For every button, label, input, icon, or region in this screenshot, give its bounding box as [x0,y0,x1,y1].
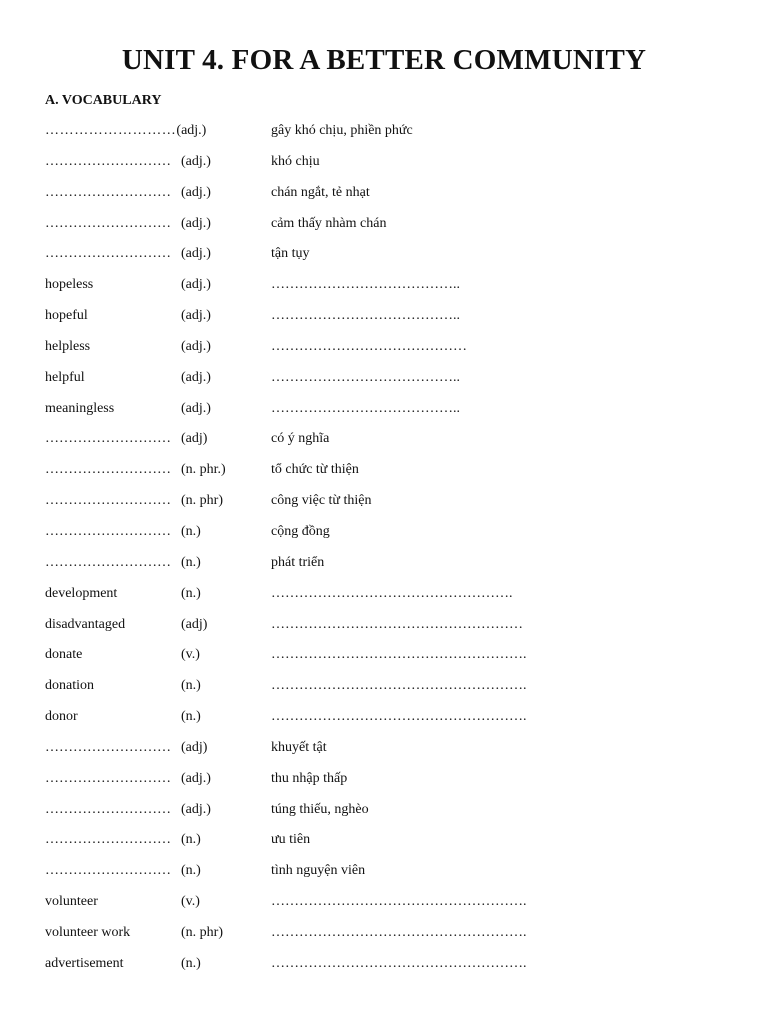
meaning-text: tình nguyện viên [271,863,366,879]
meaning-text: ………………………………….. [271,400,460,416]
meaning-text: phát triển [271,554,325,570]
vocab-row [45,427,745,458]
meaning-text: công việc từ thiện [271,493,372,509]
meaning-text: tổ chức từ thiện [271,462,359,478]
word-text: ……………………… [45,153,171,169]
meaning-text: ………………………………….. [271,308,460,324]
vocab-row [45,674,745,705]
vocab-row [45,150,745,181]
pos-text: (adj) [181,616,208,632]
meaning-text: …………………………………… [271,338,467,354]
word-text: hopeful [45,308,88,324]
vocab-row [45,520,745,551]
word-text: donor [45,709,78,725]
meaning-text: ………………………………….. [271,277,460,293]
vocab-row [45,551,745,582]
word-text: ……………………… [45,215,171,231]
meaning-text: túng thiếu, nghèo [271,801,369,817]
pos-text: (adj.) [181,184,211,200]
pos-text: (adj.) [181,801,211,817]
pos-text: (adj.) [181,215,211,231]
vocab-row [45,304,745,335]
vocab-row [45,767,745,798]
vocab-row [45,489,745,520]
pos-text: (adj.) [181,153,211,169]
word-text: disadvantaged [45,616,126,632]
word-text: development [45,585,118,601]
vocab-row [45,582,745,613]
pos-text: (n.) [181,955,201,971]
vocab-row [45,736,745,767]
vocab-row [45,890,745,921]
meaning-text: ………………………………….. [271,369,460,385]
vocab-row [45,397,745,428]
pos-text: (adj.) [181,338,211,354]
vocab-row [45,242,745,273]
pos-text: (adj.) [181,308,211,324]
vocab-row [45,798,745,829]
pos-text: (v.) [181,894,200,910]
section-heading: A. VOCABULARY [45,93,162,108]
pos-text: (n. phr) [181,924,223,940]
meaning-text: chán ngắt, tẻ nhạt [271,184,370,200]
meaning-text: cộng đồng [271,523,330,539]
word-text: ……………………… [45,493,171,509]
vocab-row [45,828,745,859]
word-text: ……………………… [45,184,171,200]
vocab-row [45,212,745,243]
word-text: ……………………… [45,554,171,570]
word-text: ……………………… [45,770,171,786]
word-text: advertisement [45,955,124,971]
meaning-text: cảm thấy nhàm chán [271,215,387,231]
vocabulary-list [45,119,745,983]
meaning-text: ………………………………………………. [271,647,527,663]
vocab-row [45,119,745,150]
pos-text: (adj.) [181,770,211,786]
meaning-text: ……………………………………………. [271,585,513,601]
word-text: ……………………… [45,739,171,755]
word-text: ……………………… [45,123,177,138]
vocab-row [45,181,745,212]
meaning-text: khó chịu [271,153,320,169]
word-text: volunteer work [45,924,131,940]
pos-text: (n.) [181,678,201,694]
meaning-text: ………………………………………………. [271,955,527,971]
word-text: volunteer [45,894,98,910]
meaning-text: có ý nghĩa [271,431,330,447]
pos-text: (n.) [181,523,201,539]
pos-text: (n.) [181,709,201,725]
vocab-row [45,859,745,890]
word-text: ……………………… [45,431,171,447]
meaning-text: tận tụy [271,246,310,262]
pos-text: (adj) [181,739,208,755]
page-title: UNIT 4. FOR A BETTER COMMUNITY [121,44,647,76]
meaning-text: ………………………………………………. [271,894,527,910]
pos-text: (adj) [181,431,208,447]
pos-text: (n. phr) [181,493,223,509]
pos-text: (n.) [181,832,201,848]
meaning-text: khuyết tật [271,739,327,755]
word-text: helpful [45,369,85,385]
meaning-text: ……………………………………………… [271,616,523,632]
pos-text: (adj.) [181,369,211,385]
meaning-text: gây khó chịu, phiền phức [271,123,413,138]
pos-text: (adj.) [176,123,207,138]
vocab-row [45,613,745,644]
word-text: ……………………… [45,462,171,478]
pos-text: (n. phr.) [181,462,226,478]
word-text: ……………………… [45,246,171,262]
meaning-text: ………………………………………………. [271,924,527,940]
meaning-text: ………………………………………………. [271,709,527,725]
word-text: helpless [45,338,91,354]
vocab-row [45,705,745,736]
vocab-row [45,643,745,674]
word-text: ……………………… [45,801,171,817]
word-text: hopeless [45,277,94,293]
word-text: ……………………… [45,832,171,848]
pos-text: (n.) [181,585,201,601]
word-text: meaningless [45,400,115,416]
word-text: donate [45,647,83,663]
meaning-text: ………………………………………………. [271,678,527,694]
meaning-text: ưu tiên [271,832,311,848]
word-text: donation [45,678,94,694]
meaning-text: thu nhập thấp [271,770,348,786]
pos-text: (n.) [181,554,201,570]
pos-text: (v.) [181,647,200,663]
vocab-row [45,952,745,983]
pos-text: (adj.) [181,277,211,293]
vocab-row [45,273,745,304]
word-text: ……………………… [45,523,171,539]
word-cell [45,119,206,143]
vocab-row [45,921,745,952]
vocab-row [45,335,745,366]
vocab-row [45,366,745,397]
pos-text: (n.) [181,863,201,879]
vocab-row [45,458,745,489]
word-text: ……………………… [45,863,171,879]
pos-text: (adj.) [181,246,211,262]
pos-text: (adj.) [181,400,211,416]
